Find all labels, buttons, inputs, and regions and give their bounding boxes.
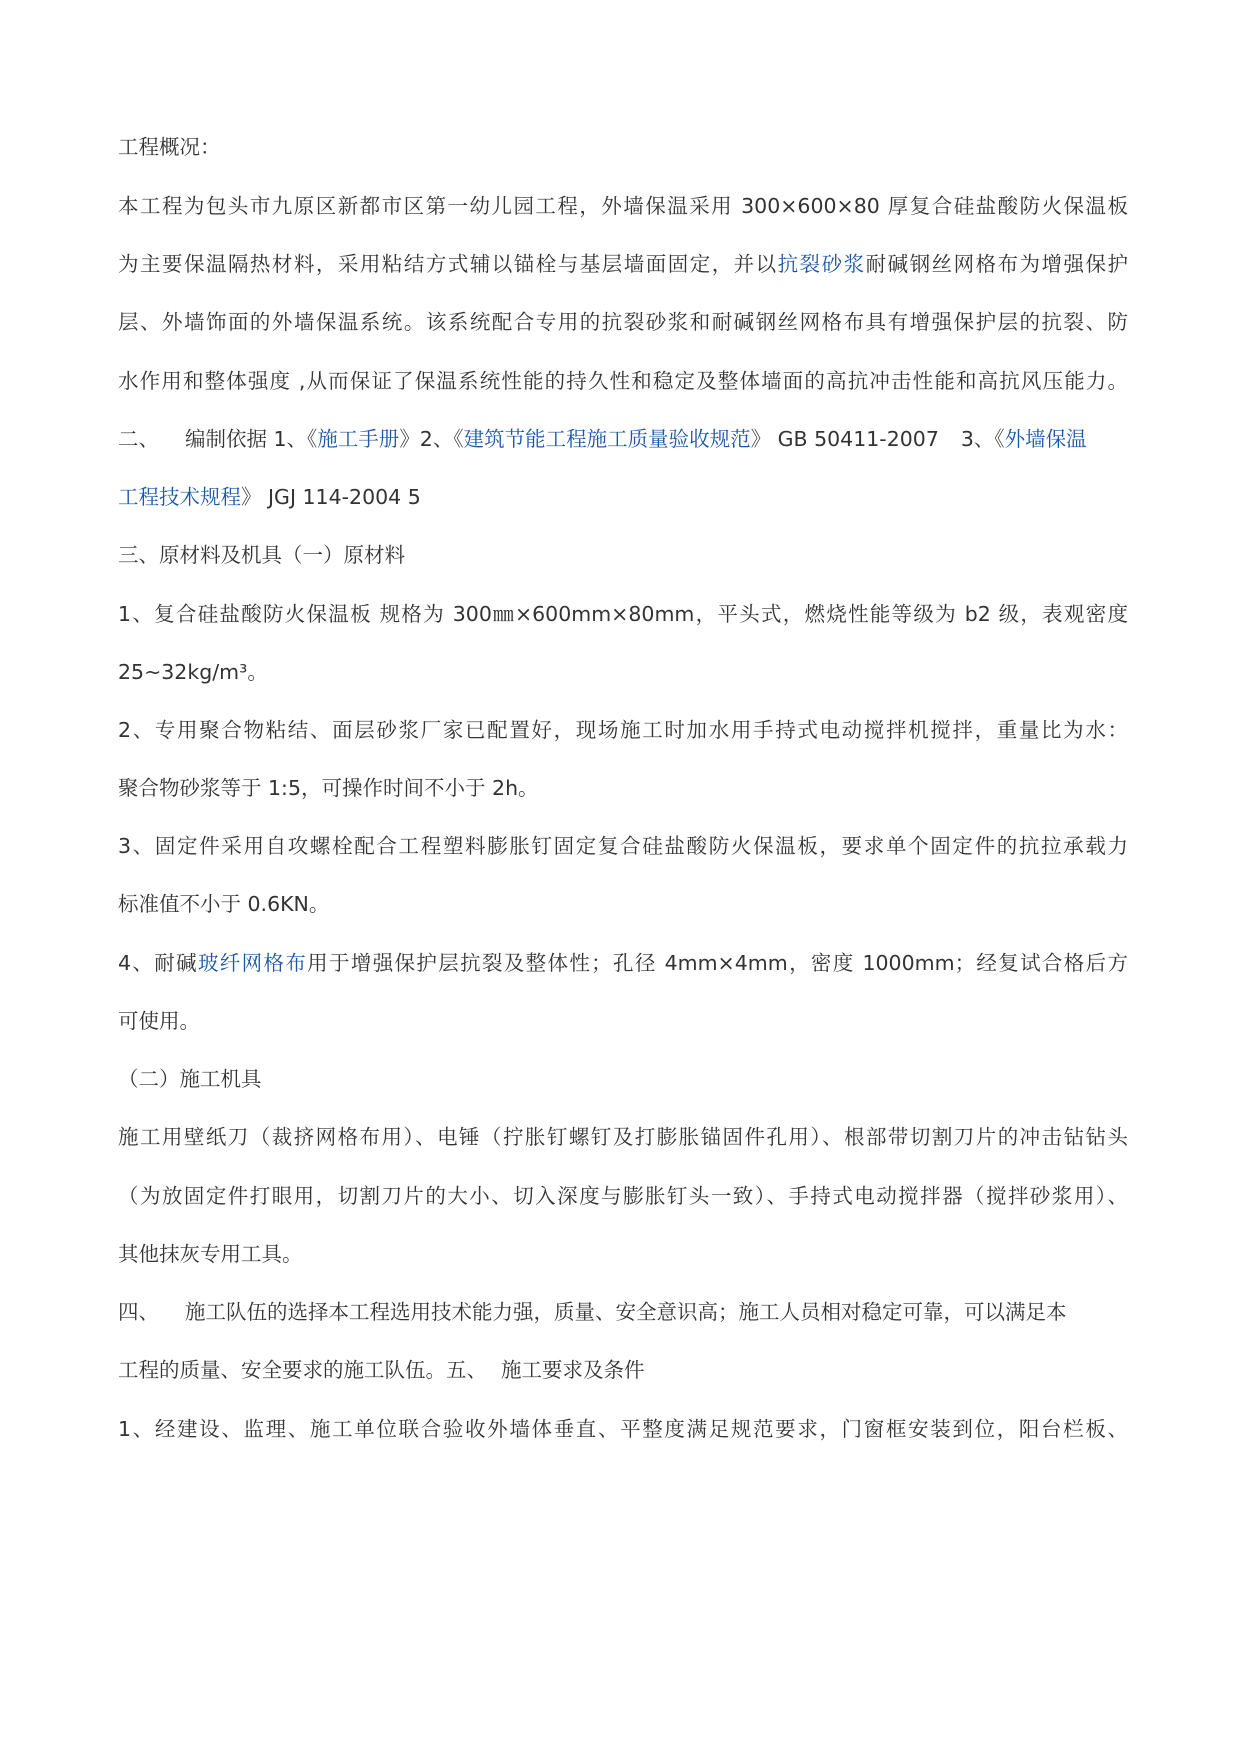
paragraph-line: 水作用和整体强度 ,从而保证了保温系统性能的持久性和稳定及整体墙面的高抗冲击性能和高抗风压能力。 xyxy=(118,369,1128,393)
section-heading: 三、原材料及机具（一）原材料 xyxy=(118,543,405,567)
list-item: 聚合物砂浆等于 1:5，可操作时间不小于 2h。 xyxy=(118,776,539,800)
basis-line: 二、 编制依据 1、《施工手册》2、《建筑节能工程施工质量验收规范》 GB 50411-2007 3、《外墙保温 xyxy=(118,427,1087,451)
paragraph-line: 为主要保温隔热材料，采用粘结方式辅以锚栓与基层墙面固定，并以抗裂砂浆耐碱钢丝网格布为增强保护 xyxy=(118,252,1129,276)
list-item: 3、固定件采用自攻螺栓配合工程塑料膨胀钉固定复合硅盐酸防火保温板，要求单个固定件的抗拉承载力 xyxy=(118,834,1128,858)
link-wall-insulation-spec-cont[interactable]: 工程技术规程 xyxy=(118,485,241,509)
list-item: 4、耐碱玻纤网格布用于增强保护层抗裂及整体性；孔径 4mm×4mm，密度 1000mm；经复试合格后方 xyxy=(118,951,1129,975)
section-heading: 工程概况： xyxy=(118,135,221,159)
list-item: 1、经建设、监理、施工单位联合验收外墙体垂直、平整度满足规范要求，门窗框安装到位，阳台栏板、 xyxy=(118,1417,1128,1441)
link-fiberglass-mesh[interactable]: 玻纤网格布 xyxy=(197,951,308,975)
paragraph-line: 本工程为包头市九原区新都市区第一幼儿园工程，外墙保温采用 300×600×80 厚复合硅盐酸防火保温板 xyxy=(118,194,1128,218)
list-item: 1、复合硅盐酸防火保温板 规格为 300㎜×600mm×80mm，平头式，燃烧性能等级为 b2 级，表观密度 xyxy=(118,602,1128,626)
paragraph-line: 四、 施工队伍的选择本工程选用技术能力强，质量、安全意识高；施工人员相对稳定可靠，可以满足本 xyxy=(118,1300,1067,1324)
list-item: 2、专用聚合物粘结、面层砂浆厂家已配置好，现场施工时加水用手持式电动搅拌机搅拌，重量比为水： xyxy=(118,718,1128,742)
paragraph-line: （为放固定件打眼用，切割刀片的大小、切入深度与膨胀钉头一致）、手持式电动搅拌器（搅拌砂浆用）、 xyxy=(118,1184,1128,1208)
basis-line: 工程技术规程》 JGJ 114-2004 5 xyxy=(118,485,421,509)
paragraph-line: 工程的质量、安全要求的施工队伍。五、 施工要求及条件 xyxy=(118,1358,645,1382)
list-item: 可使用。 xyxy=(118,1009,200,1033)
list-item: 标准值不小于 0.6KN。 xyxy=(118,892,330,916)
paragraph-line: 其他抹灰专用工具。 xyxy=(118,1242,303,1266)
link-anti-crack-mortar[interactable]: 抗裂砂浆 xyxy=(777,252,866,276)
link-wall-insulation-spec[interactable]: 外墙保温 xyxy=(1004,427,1087,451)
list-item: 25~32kg/m³。 xyxy=(118,660,268,684)
paragraph-line: 层、外墙饰面的外墙保温系统。该系统配合专用的抗裂砂浆和耐碱钢丝网格布具有增强保护层的抗裂、防 xyxy=(118,310,1128,334)
subsection-heading: （二）施工机具 xyxy=(118,1067,262,1091)
paragraph-line: 施工用壁纸刀（裁挤网格布用）、电锤（拧胀钉螺钉及打膨胀锚固件孔用）、根部带切割刀片的冲击钻钻头 xyxy=(118,1125,1128,1149)
link-construction-manual[interactable]: 施工手册 xyxy=(317,427,400,451)
link-energy-saving-spec[interactable]: 建筑节能工程施工质量验收规范 xyxy=(463,427,751,451)
